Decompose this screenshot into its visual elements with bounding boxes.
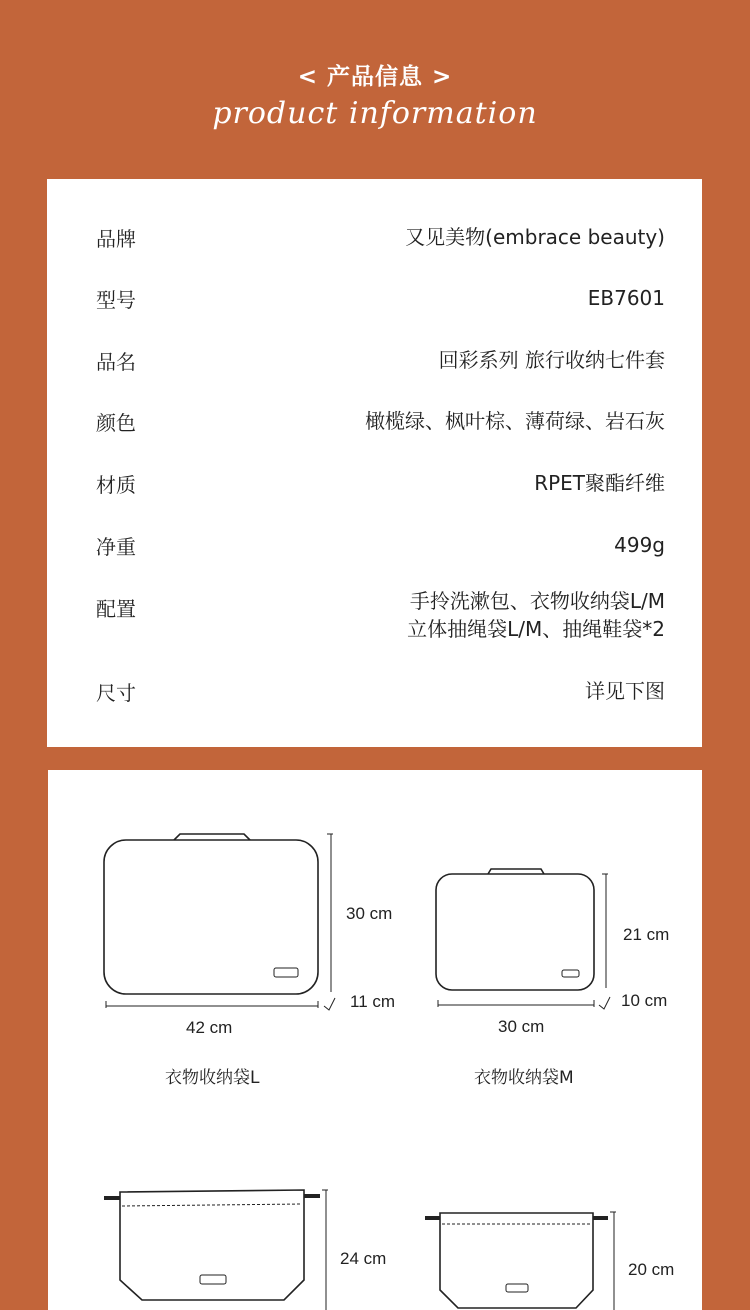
drawstring-l-height: 24 cm [340,1249,387,1268]
info-value: 橄榄绿、枫叶棕、薄荷绿、岩石灰 [365,409,665,433]
drawstring-l-drawing [104,1190,328,1310]
info-value: 又见美物(embrace beauty) [405,225,665,249]
bag-m-drawing [436,869,610,1009]
info-label: 材质 [96,473,136,497]
info-label: 尺寸 [96,681,136,705]
bag-l-depth: 11 cm [350,992,396,1011]
page-subtitle: product information [212,96,538,131]
info-value: 回彩系列 旅行收纳七件套 [438,348,665,372]
bag-m-name: 衣物收纳袋M [474,1068,574,1088]
info-value [407,587,665,643]
bag-l-width: 42 cm [186,1018,233,1037]
page-header [0,0,750,178]
info-value-line-1: 手拎洗漱包、衣物收纳袋L/M [409,589,665,613]
info-value-line-2: 立体抽绳袋L/M、抽绳鞋袋*2 [407,617,665,641]
logo-tag-icon [562,970,579,977]
logo-tag-icon [200,1275,226,1284]
info-label: 品名 [96,350,136,374]
bag-m-height: 21 cm [623,925,670,944]
bag-m-depth: 10 cm [621,991,668,1010]
page-title: < 产品信息 > [297,64,453,90]
bag-m-width: 30 cm [498,1017,545,1036]
info-value: RPET聚酯纤维 [534,471,665,495]
drawstring-m-height: 20 cm [628,1260,675,1279]
info-value: 详见下图 [585,679,665,703]
drawstring-m-drawing [425,1212,616,1310]
bag-l-name: 衣物收纳袋L [165,1068,260,1088]
dimension-drawings [48,770,702,1310]
info-value: 499g [614,533,665,557]
info-value: EB7601 [587,286,665,310]
logo-tag-icon [506,1284,528,1292]
logo-tag-icon [274,968,298,977]
info-label: 品牌 [96,227,136,251]
bag-l-drawing [104,834,335,1010]
product-info-card [47,179,702,747]
dimension-card [48,770,702,1310]
bag-l-height: 30 cm [346,904,393,923]
info-label: 型号 [96,288,136,312]
info-label: 配置 [96,597,136,621]
info-label: 颜色 [96,411,136,435]
info-label: 净重 [96,535,136,559]
